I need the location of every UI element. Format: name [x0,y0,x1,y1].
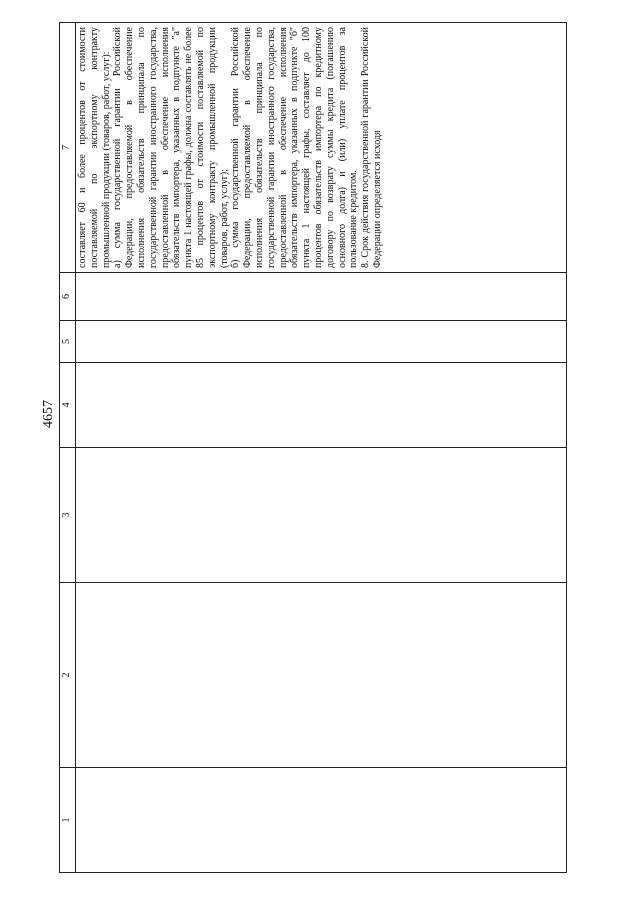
col7-paragraph-a: а) сумма государственной гарантии Российской Федерации, предоставляемой в обеспечение исполнения обязательств принципала по государственной гарантии иностранного государства, предоставленной в обеспечение исполнения обязательств импортера, указанных в подпункте "а" пункта 1 настоящей графы, должна составлять не более 85 процентов от стоимости поставляемой по экспортному контракту промышленной продукции (товаров, работ, услуг); [112,27,230,268]
column-number-1: 1 [60,768,76,873]
cell-col-3 [76,448,567,583]
column-number-row [60,23,76,873]
cell-col-5 [76,321,567,363]
column-number-3: 3 [60,448,76,583]
column-number-7: 7 [60,23,76,273]
page-number: 4657 [41,400,56,428]
column-number-4: 4 [60,363,76,448]
rotated-table-container [59,23,564,873]
col7-paragraph-b: б) сумма государственной гарантии Российской Федерации, предоставляемой в обеспечение исполнения обязательств принципала по государственной гарантии иностранного государства, предоставленной в обеспечение исполнения обязательств импортера, указанных в подпункте "б" пункта 1 настоящей графы, составляет до 100 процентов обязательств импортера по кредитному договору по возврату суммы кредита (погашению основного долга) и (или) уплате процентов за пользование кредитом. [230,27,360,268]
column-number-2: 2 [60,583,76,768]
col7-paragraph-8: 8. Срок действия государственной гарантии Российской Федерации определяется исходя [360,27,383,268]
column-number-6: 6 [60,273,76,321]
guarantee-conditions-table [59,22,567,873]
cell-col-6 [76,273,567,321]
column-number-5: 5 [60,321,76,363]
cell-col-7 [76,23,567,273]
cell-col-4 [76,363,567,448]
table-row [76,23,567,873]
cell-col-1 [76,768,567,873]
cell-col-2 [76,583,567,768]
col7-paragraph-intro: составляет 60 и более процентов от стоимости поставляемой по экспортному контракту промышленной продукции (товаров, работ, услуг): [77,27,112,268]
